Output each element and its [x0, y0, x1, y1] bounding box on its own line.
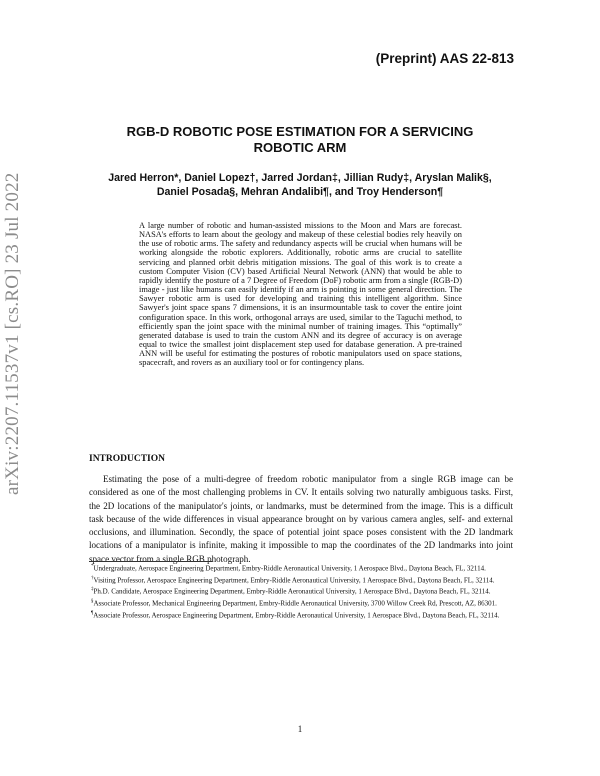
- footnote-mark: †: [91, 575, 94, 581]
- footnote: [89, 597, 513, 609]
- arxiv-stamp-text: arXiv:2207.11537v1 [cs.RO] 23 Jul 2022: [2, 172, 23, 495]
- footnotes: [89, 562, 513, 620]
- author-line-2: Daniel Posada§, Mehran Andalibi¶, and Troy Henderson¶: [156, 186, 444, 198]
- preprint-label: (Preprint) AAS 22-813: [375, 51, 514, 66]
- introduction-paragraph: Estimating the pose of a multi-degree of freedom robotic manipulator from a single RGB image can be considered as one of the most challenging problems in CV. It entails solving two naturally ambiguous tasks. First, the 2D locations of the manipulator's joints, or landmarks, must be determined from the image. This is a difficult task because of the wide differences in visual appearance brought on by various camera angles, self- and external occlusions, and illumination. Secondly, the space of potential joint space poses consistent with the 2D landmark locations of a manipulator is infinite, making it impossible to map the coordinates of the 2D landmarks into joint space vector from a single RGB photograph.: [89, 474, 513, 564]
- footnote: [89, 585, 513, 597]
- footnote-mark: §: [91, 598, 94, 604]
- abstract: A large number of robotic and human-assisted missions to the Moon and Mars are forecast. NASA's efforts to learn about the geology and makeup of these celestial bodies rely heavily on the use of robotic arms. The safety and redundancy aspects will be crucial when humans will be working alongside the robotic explorers. Additionally, robotic arms are crucial to satellite servicing and planned orbit debris mitigation missions. The goal of this work is to create a custom Computer Vision (CV) based Artificial Neural Network (ANN) that would be able to rapidly identify the posture of a 7 Degree of Freedom (DoF) robotic arm from a single (RGB-D) image - just like humans can easily identify if an arm is pointing in some general direction. The Sawyer robotic arm is used for developing and training this intelligent algorithm. Since Sawyer's joint space spans 7 dimensions, it is an insurmountable task to cover the entire joint configuration space. In this work, orthogonal arrays are used, similar to the Taguchi method, to efficiently span the joint space with the minimal number of training images. This “optimally” generated database is used to train the custom ANN and its degree of accuracy is on average equal to twice the smallest joint displacement step used for database generation. A pre-trained ANN will be useful for estimating the postures of robotic manipulators used on space stations, spacecraft, and rovers as an auxiliary tool or for contingency plans.: [139, 221, 462, 368]
- footnote-text: Undergraduate, Aerospace Engineering Department, Embry-Riddle Aeronautical University, 1 Aerospace Blvd., Daytona Beach, FL, 32114.: [93, 564, 486, 573]
- author-line-1: Jared Herron*, Daniel Lopez†, Jarred Jordan‡, Jillian Rudy‡, Aryslan Malik§,: [108, 172, 492, 184]
- author-list: [95, 171, 505, 199]
- footnote-text: Visiting Professor, Aerospace Engineering Department, Embry-Riddle Aeronautical University, 1 Aerospace Blvd., Daytona Beach, FL, 32114.: [93, 575, 495, 584]
- footnote-text: Associate Professor, Aerospace Engineering Department, Embry-Riddle Aeronautical University, 1 Aerospace Blvd., Daytona Beach, FL, 32114.: [93, 610, 500, 619]
- footnote-text: Associate Professor, Mechanical Engineering Department, Embry-Riddle Aeronautical University, 3700 Willow Creek Rd, Prescott, AZ, 86301.: [93, 599, 497, 608]
- footnote: [89, 609, 513, 621]
- footnote-mark: ¶: [91, 610, 94, 616]
- footnote-text: Ph.D. Candidate, Aerospace Engineering Department, Embry-Riddle Aeronautical University, 1 Aerospace Blvd., Daytona Beach, FL, 32114.: [93, 587, 491, 596]
- footnote: [89, 574, 513, 586]
- page-number: 1: [297, 724, 303, 734]
- footnote-mark: *: [91, 564, 94, 569]
- footnote-mark: ‡: [91, 587, 94, 593]
- footnote: [89, 562, 513, 574]
- paper-title: RGB-D ROBOTIC POSE ESTIMATION FOR A SERVICING ROBOTIC ARM: [126, 124, 474, 155]
- section-heading-introduction: INTRODUCTION: [89, 454, 166, 464]
